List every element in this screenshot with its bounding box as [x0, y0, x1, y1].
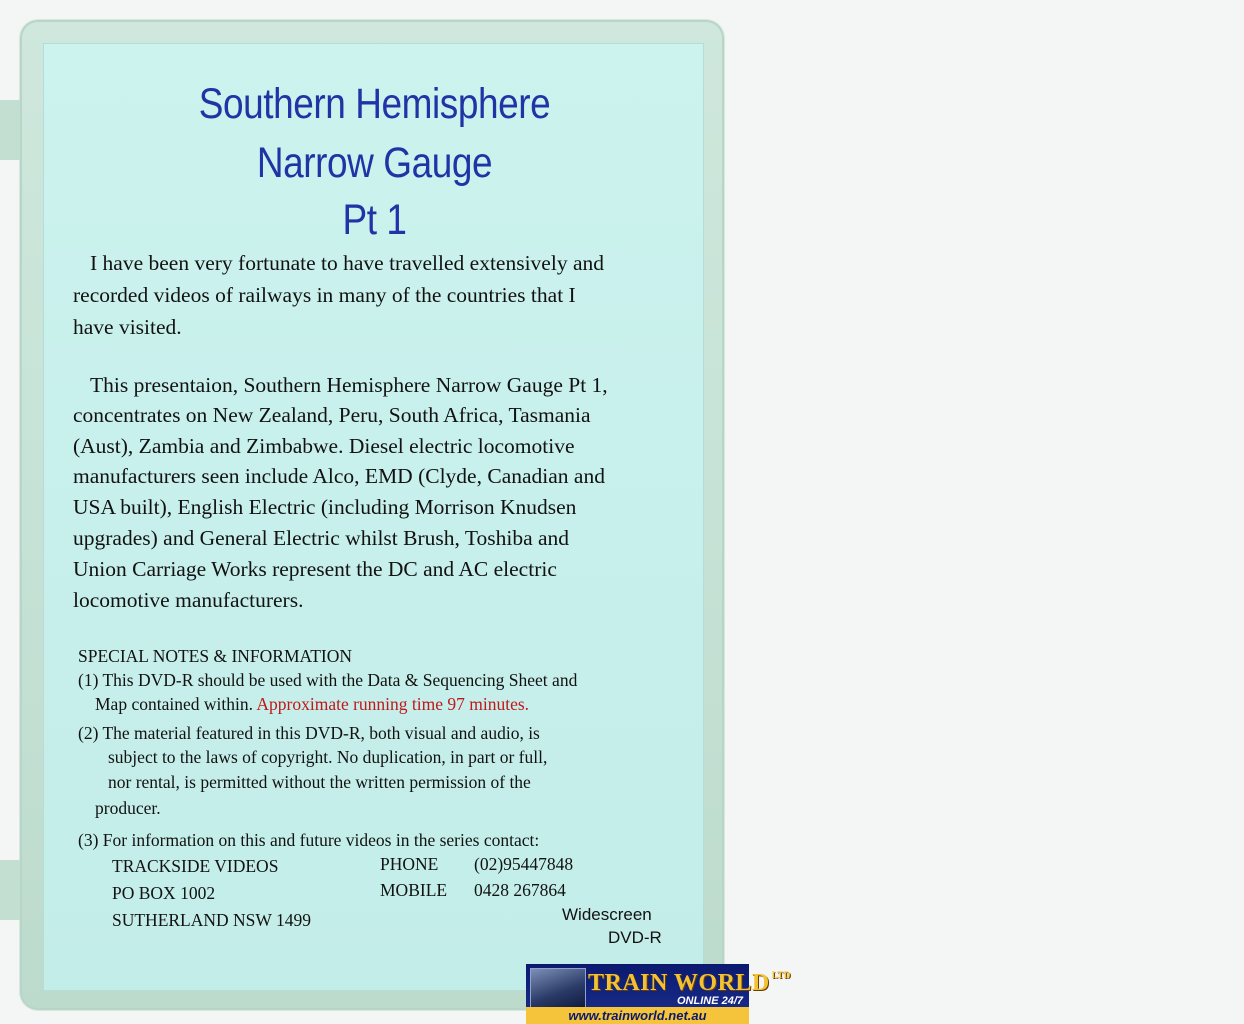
watermark-ltd: LTD	[771, 970, 791, 980]
title-line-2: Narrow Gauge	[256, 139, 493, 187]
running-time: Approximate running time 97 minutes.	[256, 694, 530, 714]
description-line: locomotive manufacturers.	[73, 588, 304, 612]
format-dvdr: DVD-R	[608, 928, 662, 947]
case-clip-bottom	[0, 860, 20, 920]
title-line-1: Southern Hemisphere	[198, 80, 551, 128]
note-2-line: producer.	[95, 798, 161, 818]
note-2-line: subject to the laws of copyright. No duplication, in part or full,	[108, 747, 548, 767]
note-1-line	[95, 692, 731, 716]
trainworld-watermark	[526, 964, 791, 1024]
description-line: upgrades) and General Electric whilst Brush, Toshiba and	[73, 526, 570, 550]
description-line: Union Carriage Works represent the DC and AC electric	[73, 557, 557, 581]
note-2-line: (2) The material featured in this DVD-R, both visual and audio, is	[78, 723, 540, 743]
watermark-tagline: ONLINE 24/7	[676, 995, 743, 1007]
description-line: manufacturers seen include Alco, EMD (Clyde, Canadian and	[73, 464, 605, 488]
contact-company: TRACKSIDE VIDEOS	[112, 856, 279, 876]
format-widescreen: Widescreen	[562, 905, 652, 924]
contact-pobox: PO BOX 1002	[112, 883, 216, 903]
locomotive-photo-icon	[530, 968, 586, 1008]
description-line: USA built), English Electric (including Morrison Knudsen	[73, 495, 577, 519]
note-1-text: Map contained within.	[95, 694, 253, 714]
intro-line: I have been very fortunate to have travelled extensively and	[90, 251, 604, 275]
intro-line: recorded videos of railways in many of the countries that I	[73, 283, 576, 307]
note-3-line: (3) For information on this and future videos in the series contact:	[78, 830, 540, 850]
contact-city: SUTHERLAND NSW 1499	[112, 910, 311, 930]
intro-line: have visited.	[73, 315, 182, 339]
description-line: concentrates on New Zealand, Peru, South Africa, Tasmania	[73, 403, 591, 427]
description-line: This presentaion, Southern Hemisphere Narrow Gauge Pt 1,	[90, 373, 608, 397]
mobile-number: 0428 267864	[474, 880, 566, 900]
title-line-3: Pt 1	[342, 196, 407, 244]
note-1-line: (1) This DVD-R should be used with the Data & Sequencing Sheet and	[78, 670, 578, 690]
description-line: (Aust), Zambia and Zimbabwe. Diesel electric locomotive	[73, 434, 575, 458]
note-2-line: nor rental, is permitted without the written permission of the	[108, 772, 531, 792]
case-clip-top	[0, 100, 20, 160]
notes-heading: SPECIAL NOTES & INFORMATION	[78, 646, 353, 666]
mobile-label: MOBILE	[380, 880, 448, 900]
phone-label: PHONE	[380, 854, 439, 874]
phone-number: (02)95447848	[474, 854, 574, 874]
watermark-name: TRAIN WORLD $^{LTD}$	[588, 970, 791, 996]
watermark-url: www.trainworld.net.au	[526, 1007, 749, 1024]
